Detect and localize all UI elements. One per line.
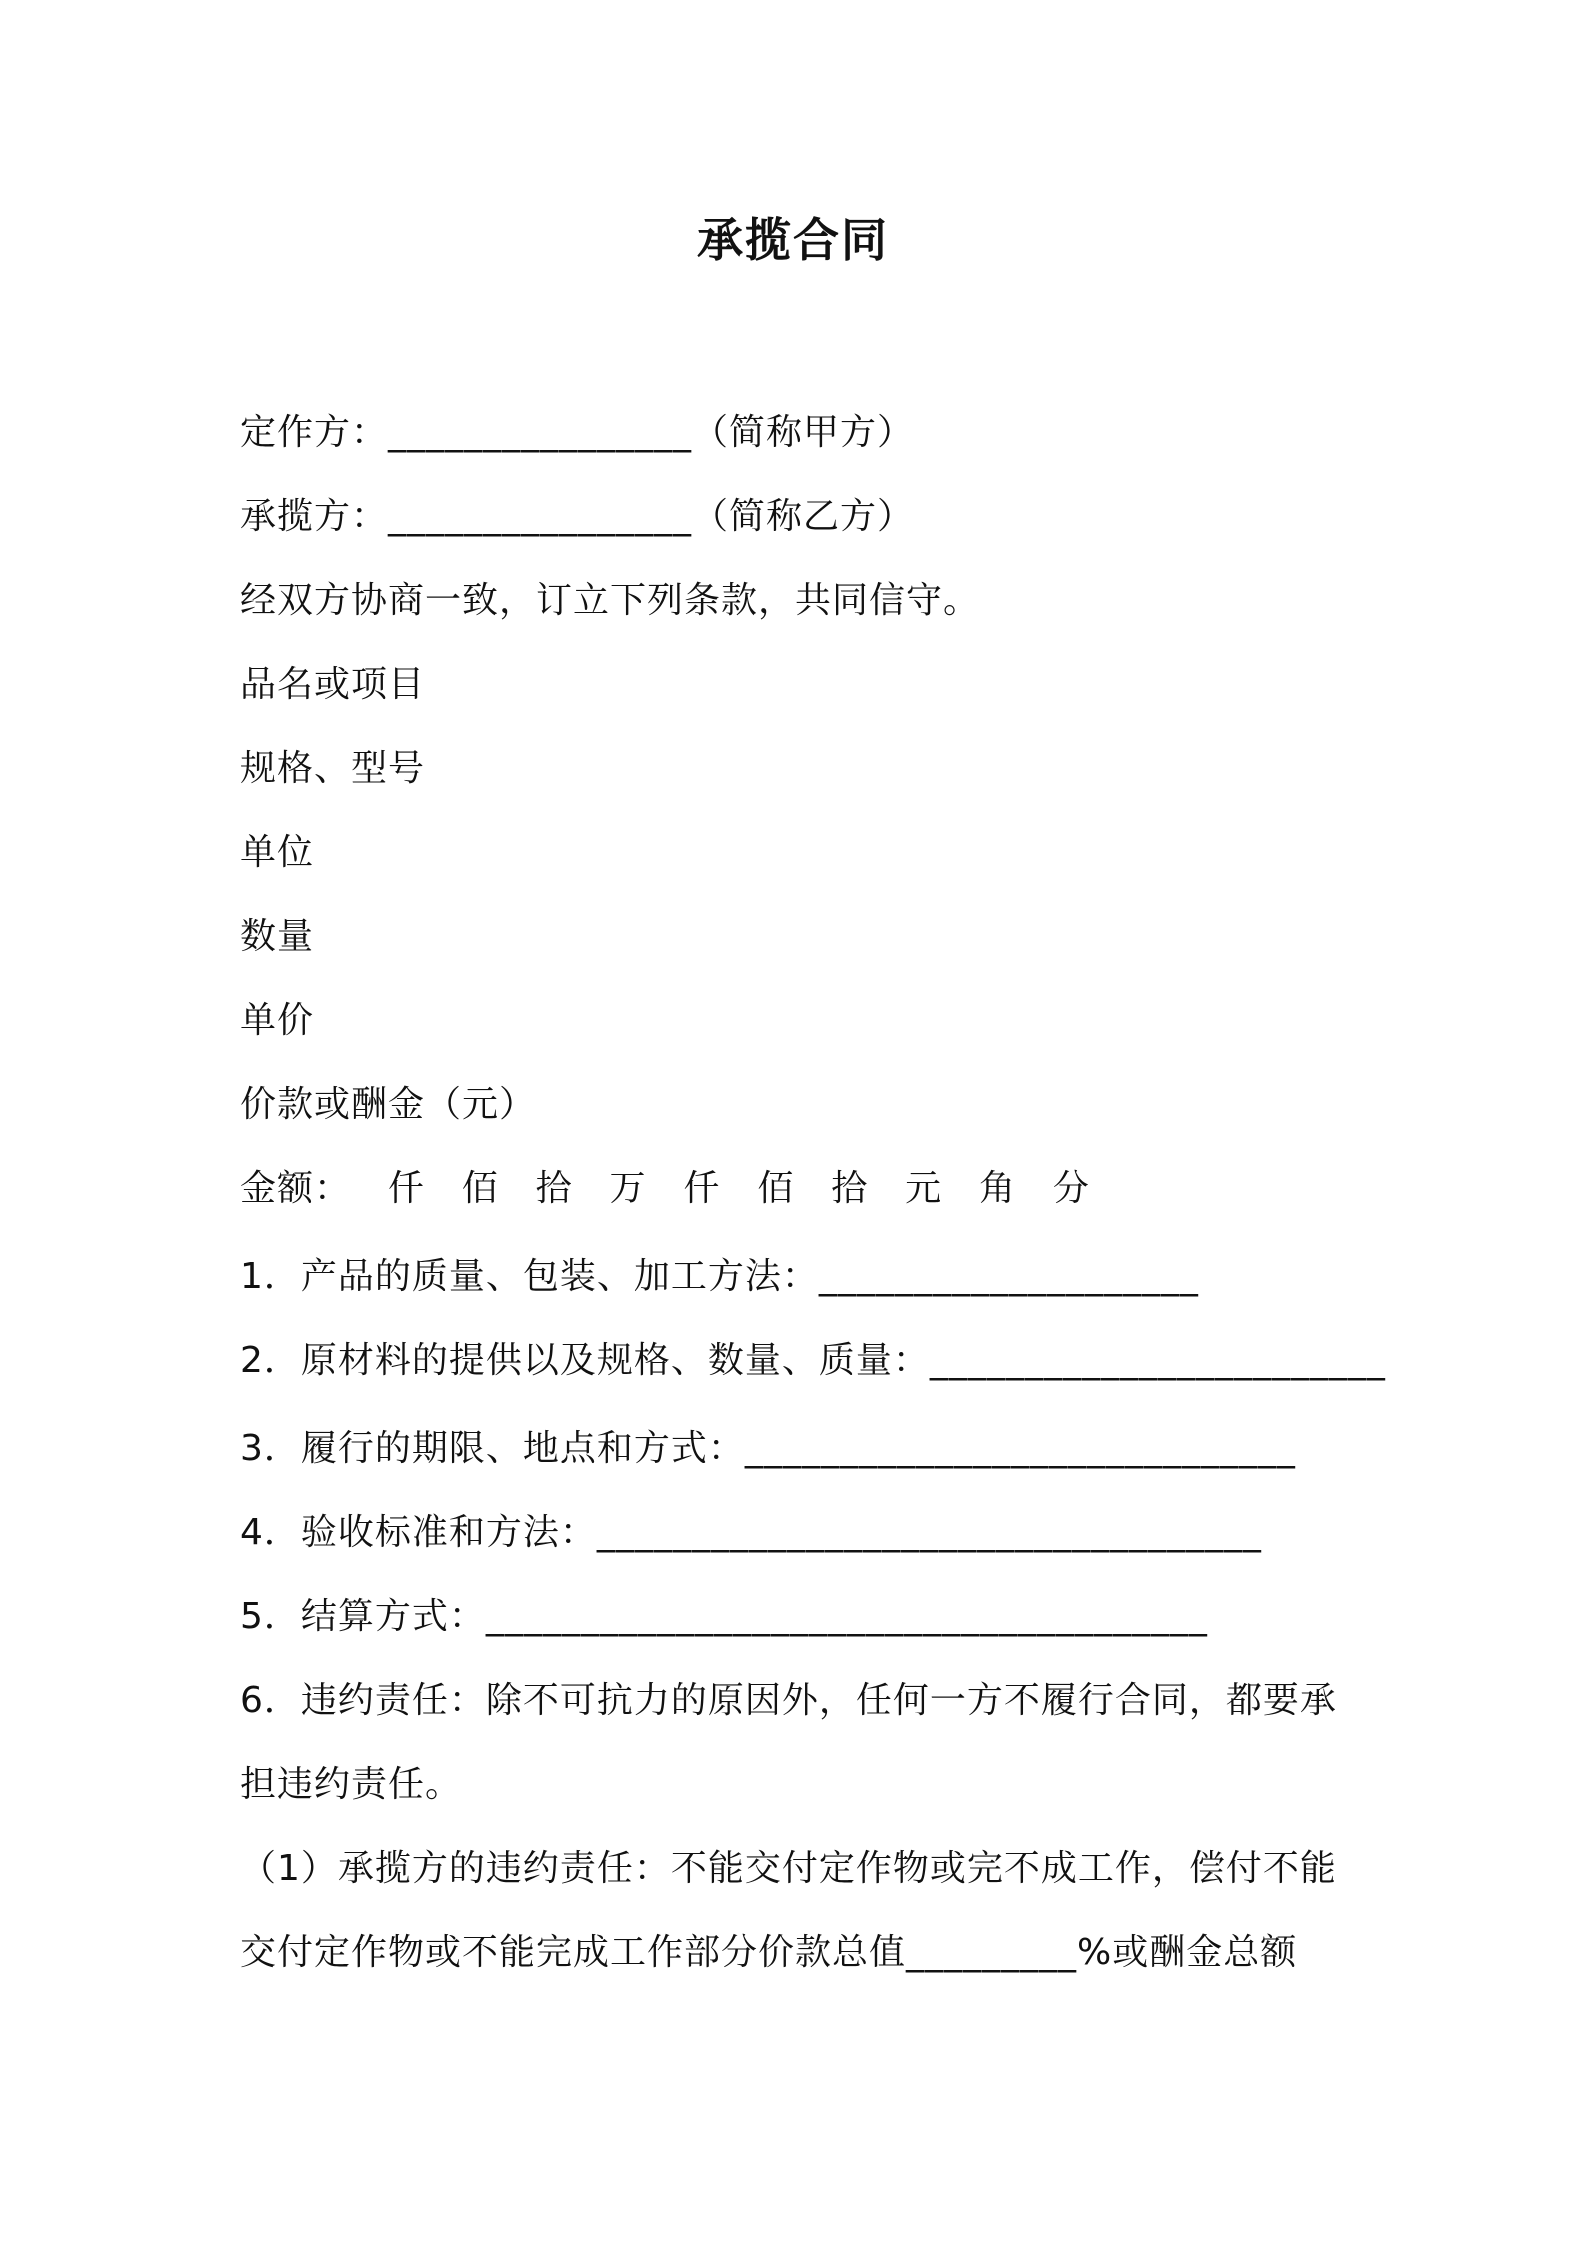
clause-6-1: （1）承揽方的违约责任：不能交付定作物或完不成工作，偿付不能 — [240, 1848, 1337, 1889]
clause-2: 2．原材料的提供以及规格、数量、质量：________________________ — [240, 1340, 1386, 1381]
clause-6: 6．违约责任：除不可抗力的原因外，任何一方不履行合同，都要承 — [240, 1680, 1337, 1721]
clause-1: 1．产品的质量、包装、加工方法：____________________ — [240, 1256, 1199, 1297]
clause-4: 4．验收标准和方法：___________________________________ — [240, 1512, 1262, 1553]
clause-3: 3．履行的期限、地点和方式：_____________________________ — [240, 1428, 1296, 1469]
spec-model-label: 规格、型号 — [240, 748, 426, 789]
agreement-statement: 经双方协商一致，订立下列条款，共同信守。 — [240, 580, 981, 621]
unit-price-label: 单价 — [240, 1000, 315, 1041]
party-b-line: 承揽方：________________（简称乙方） — [240, 496, 915, 537]
clause-6-continued: 担违约责任。 — [240, 1764, 463, 1805]
quantity-label: 数量 — [240, 916, 315, 957]
price-remuneration-label: 价款或酬金（元） — [240, 1084, 537, 1125]
clause-6-1-continued: 交付定作物或不能完成工作部分价款总值_________%或酬金总额 — [240, 1932, 1298, 1973]
clause-5: 5．结算方式：______________________________________ — [240, 1596, 1208, 1637]
amount-line: 金额： 仟 佰 拾 万 仟 佰 拾 元 角 分 — [240, 1168, 1090, 1209]
unit-label: 单位 — [240, 832, 315, 873]
document-title: 承揽合同 — [697, 213, 889, 267]
item-name-label: 品名或项目 — [240, 664, 426, 705]
party-a-line: 定作方：________________（简称甲方） — [240, 412, 915, 453]
